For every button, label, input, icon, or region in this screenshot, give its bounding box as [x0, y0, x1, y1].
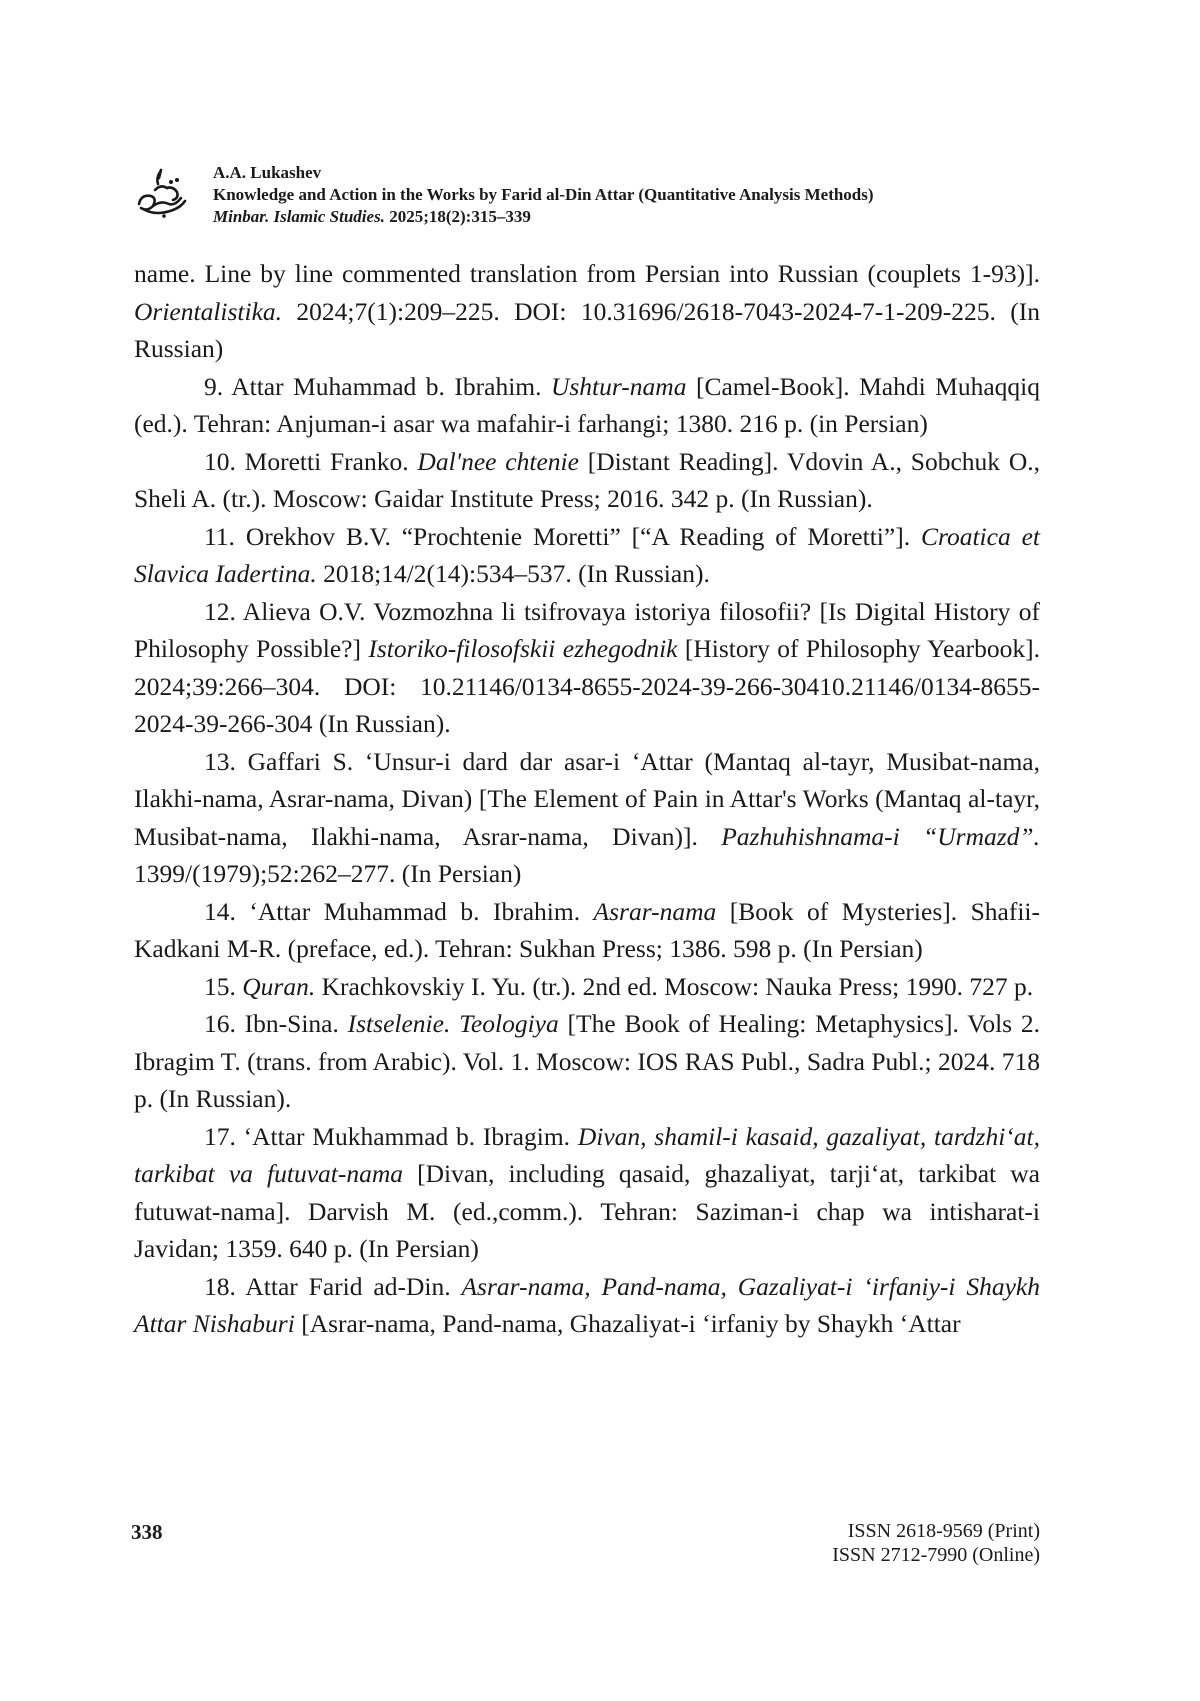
reference-number: 18. [204, 1272, 236, 1301]
reference-number: 14. [204, 897, 236, 926]
reference-text: [Camel-Book]. Mahdi Muhaqqiq (ed.). Tehran: Anjuman-i asar wa mafahir-i farhangi; 1380. 216 p. (in Persian) [134, 372, 1040, 439]
reference-text: 1399/(1979);52:262–277. (In Persian) [134, 859, 521, 888]
journal-name: Minbar. Islamic Studies. [213, 207, 385, 226]
reference-item [134, 743, 1040, 893]
reference-title-italic: Pazhuhishnama-i “Urmazd”. [721, 822, 1040, 851]
reference-title-italic: Istselenie. Teologiya [348, 1009, 559, 1038]
reference-text: [Divan, including qasaid, ghazaliyat, tarji‘at, tarkibat wa futuwat-nama]. Darvish M. (ed.,comm.). Tehran: Saziman-i chap wa intisharat-i Javidan; 1359. 640 p. (In Persian) [134, 1159, 1040, 1263]
reference-number: 10. [204, 447, 236, 476]
running-header [131, 162, 1071, 234]
reference-item [134, 1268, 1040, 1343]
reference-item [134, 255, 1040, 368]
issn-online: ISSN 2712-7990 (Online) [832, 1543, 1040, 1567]
reference-text: Alieva O.V. Vozmozhna li tsifrovaya istoriya filosofii? [Is Digital History of Philosophy Possible?] [134, 597, 1040, 664]
reference-number: 12. [204, 597, 236, 626]
reference-number: 17. [204, 1122, 236, 1151]
reference-title-italic: Orientalistika. [134, 297, 282, 326]
reference-number: 11. [204, 522, 235, 551]
article-title: Knowledge and Action in the Works by Farid al-Din Attar (Quantitative Analysis Methods) [213, 184, 1073, 206]
reference-number: 13. [204, 747, 236, 776]
reference-text: 2024;7(1):209–225. DOI: 10.31696/2618-7043-2024-7-1-209-225. (In Russian) [134, 297, 1040, 364]
reference-text: ‘Attar Muhammad b. Ibrahim. [236, 897, 594, 926]
header-text [213, 162, 1073, 228]
reference-item [134, 368, 1040, 443]
reference-text: Attar Farid ad-Din. [236, 1272, 462, 1301]
citation-details: 2025;18(2):315–339 [389, 207, 531, 226]
reference-list [134, 255, 1040, 1343]
reference-title-italic: Dal'nee chtenie [417, 447, 579, 476]
reference-text: Orekhov B.V. “Prochtenie Moretti” [“A Reading of Moretti”]. [235, 522, 921, 551]
journal-logo [131, 166, 191, 222]
reference-item [134, 518, 1040, 593]
reference-text: Ibn-Sina. [236, 1009, 348, 1038]
reference-item [134, 893, 1040, 968]
reference-title-italic: Istoriko-filosofskii ezhegodnik [368, 634, 677, 663]
reference-text: Krachkovskiy I. Yu. (tr.). 2nd ed. Moscow: Nauka Press; 1990. 727 p. [315, 972, 1033, 1001]
reference-text: Gaffari S. ‘Unsur-i dard dar asar-i ‘Attar (Mantaq al-tayr, Musibat-nama, Ilakhi-nama, Asrar-nama, Divan) [The Element of Pain in Attar's Works (Mantaq al-tayr, Musibat-nama, Ilakhi-nama, Asrar-nama, Divan)]. [134, 747, 1040, 851]
author-name: A.A. Lukashev [213, 162, 1073, 184]
reference-item [134, 1005, 1040, 1118]
reference-text: [History of Philosophy Yearbook]. 2024;39:266–304. DOI: 10.21146/0134-8655-2024-39-266-30410.21146/0134-8655-2024-39-266-304 (In Russian). [134, 634, 1040, 738]
reference-text: Moretti Franko. [236, 447, 418, 476]
reference-number: 16. [204, 1009, 236, 1038]
reference-title-italic: Quran. [242, 972, 315, 1001]
reference-item [134, 443, 1040, 518]
reference-text: [The Book of Healing: Metaphysics]. Vols 2. Ibragim T. (trans. from Arabic). Vol. 1. Moscow: IOS RAS Publ., Sadra Publ.; 2024. 718 p. (In Russian). [134, 1009, 1040, 1113]
reference-item [134, 593, 1040, 743]
reference-title-italic: Ushtur-nama [551, 372, 687, 401]
reference-number: 9. [204, 372, 223, 401]
reference-text: ‘Attar Mukhammad b. Ibragim. [236, 1122, 578, 1151]
reference-title-italic: Divan, shamil-i kasaid, gazaliyat, tardzhi‘at, tarkibat va futuvat-nama [134, 1122, 1040, 1189]
reference-text: name. Line by line commented translation from Persian into Russian (couplets 1-93)]. [134, 259, 1040, 288]
reference-text: [Distant Reading]. Vdovin A., Sobchuk O., Sheli A. (tr.). Moscow: Gaidar Institute Press; 2016. 342 p. (In Russian). [134, 447, 1040, 514]
reference-title-italic: Croatica et Slavica Iadertina. [134, 522, 1040, 589]
reference-title-italic: Asrar-nama, Pand-nama, Gazaliyat-i ‘irfaniy-i Shaykh Attar Nishaburi [134, 1272, 1040, 1339]
page-number: 338 [131, 1520, 163, 1545]
reference-text: [Asrar-nama, Pand-nama, Ghazaliyat-i ‘irfaniy by Shaykh ‘Attar [295, 1309, 961, 1338]
reference-number: 15. [204, 972, 236, 1001]
reference-title-italic: Asrar-nama [594, 897, 717, 926]
reference-text: [Book of Mysteries]. Shafii-Kadkani M-R. (preface, ed.). Tehran: Sukhan Press; 1386. 598 p. (In Persian) [134, 897, 1040, 964]
reference-item [134, 1118, 1040, 1268]
issn-print: ISSN 2618-9569 (Print) [832, 1519, 1040, 1543]
reference-text: 2018;14/2(14):534–537. (In Russian). [317, 559, 710, 588]
reference-item [134, 968, 1040, 1006]
reference-text: Attar Muhammad b. Ibrahim. [223, 372, 551, 401]
journal-citation [213, 206, 1073, 228]
issn-block [832, 1519, 1040, 1567]
